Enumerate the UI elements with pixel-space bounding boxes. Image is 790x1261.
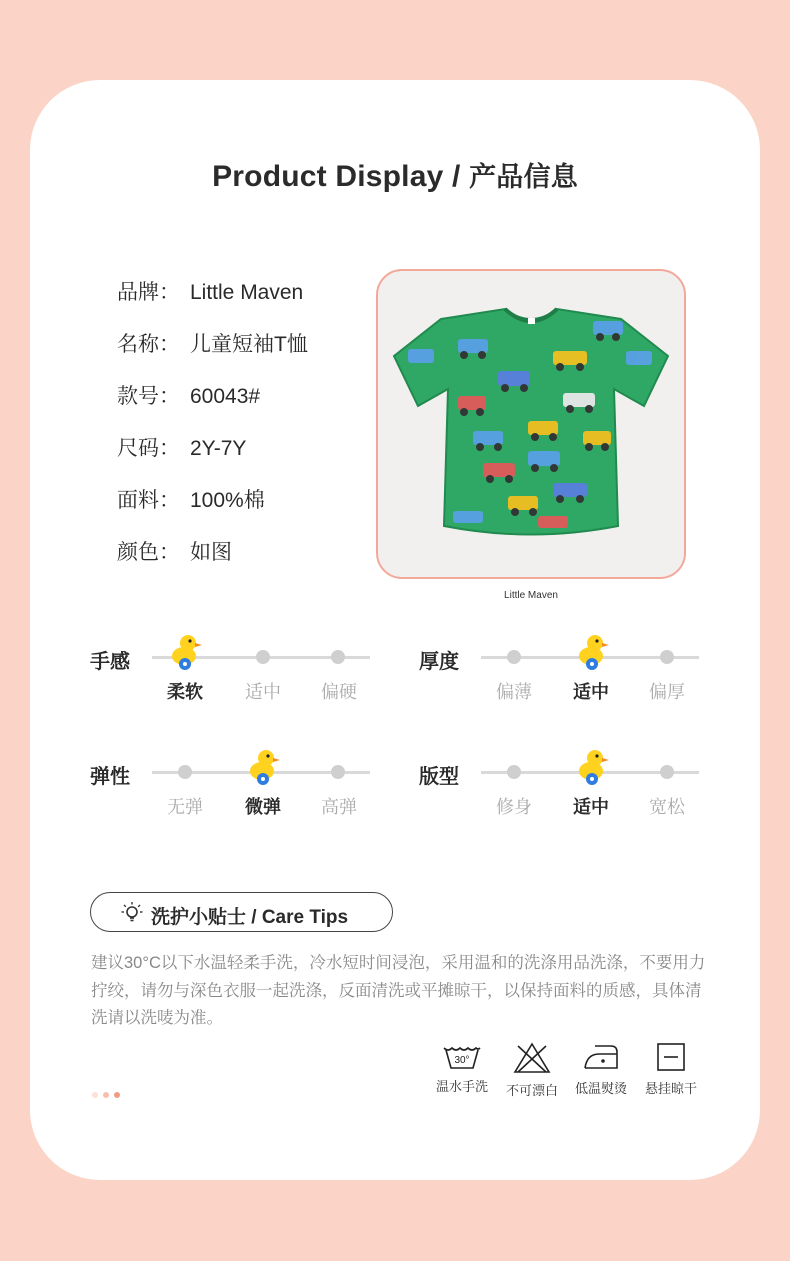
feature-dot [507, 765, 521, 779]
low-iron-icon [581, 1042, 621, 1072]
feature-dot [660, 650, 674, 664]
care-tips-title: 洗护小贴士 / Care Tips [151, 907, 349, 928]
feature-dot [331, 765, 345, 779]
care-symbol-label: 悬挂晾干 [644, 1081, 697, 1096]
feature-label-elasticity: 弹性 [90, 766, 130, 788]
page-dot [92, 1092, 98, 1098]
page-title: Product Display / 产品信息 [212, 160, 578, 193]
hang-dry-icon [655, 1042, 687, 1072]
duck-indicator-icon [575, 632, 611, 672]
svg-text:30°: 30° [454, 1055, 470, 1066]
page-dot [114, 1092, 120, 1098]
page-dot [103, 1092, 109, 1098]
no-bleach-icon [512, 1042, 552, 1074]
feature-label-thickness: 厚度 [419, 651, 459, 673]
feature-option: 高弹 [321, 797, 357, 817]
care-symbol-hang-dry [636, 1042, 706, 1097]
hand-wash-30-icon [442, 1042, 482, 1070]
feature-option: 偏硬 [321, 682, 357, 702]
feature-option: 无弹 [167, 797, 203, 817]
feature-dot [507, 650, 521, 664]
feature-option: 适中 [573, 797, 609, 817]
feature-option: 柔软 [167, 682, 203, 702]
care-symbol-low-iron [566, 1042, 636, 1097]
spec-style-number: 款号： 60043# [117, 385, 261, 408]
care-symbol-label: 低温熨烫 [574, 1081, 627, 1096]
feature-dot [256, 650, 270, 664]
care-symbol-label: 温水手洗 [435, 1079, 488, 1094]
feature-option: 宽松 [649, 797, 685, 817]
duck-indicator-icon [246, 747, 282, 787]
spec-color: 颜色： 如图 [117, 541, 232, 564]
feature-option: 修身 [496, 797, 532, 817]
care-tips-heading [90, 892, 393, 932]
feature-option: 偏薄 [496, 682, 532, 702]
feature-label-fit: 版型 [419, 766, 459, 788]
feature-dot [660, 765, 674, 779]
spec-size: 尺码： 2Y-7Y [117, 437, 247, 460]
duck-indicator-icon [168, 632, 204, 672]
image-caption: Little Maven [504, 590, 558, 601]
care-symbol-no-bleach [497, 1042, 567, 1099]
duck-indicator-icon [575, 747, 611, 787]
care-instructions: 建议30°C以下水温轻柔手洗，冷水短时间浸泡，采用温和的洗涤用品洗涤，不要用力拧绞，请勿与深色衣服一起洗涤，反面清洗或平摊晾干，以保持面料的质感，具体清洗请以洗唛为准。 [91, 954, 706, 1027]
feature-option: 偏厚 [649, 682, 685, 702]
lightbulb-icon [121, 901, 143, 925]
spec-brand: 品牌： Little Maven [117, 281, 304, 304]
feature-dot [331, 650, 345, 664]
feature-option: 适中 [245, 682, 281, 702]
spec-fabric: 面料： 100%棉 [117, 489, 265, 512]
care-symbol-hand-wash [427, 1042, 497, 1095]
care-symbol-label: 不可漂白 [505, 1083, 558, 1098]
feature-label-hand-feel: 手感 [90, 651, 130, 673]
feature-option: 微弹 [245, 797, 281, 817]
spec-name: 名称： 儿童短袖T恤 [117, 333, 308, 356]
product-image [376, 269, 686, 579]
feature-option: 适中 [573, 682, 609, 702]
tshirt-image [378, 271, 684, 577]
feature-dot [178, 765, 192, 779]
